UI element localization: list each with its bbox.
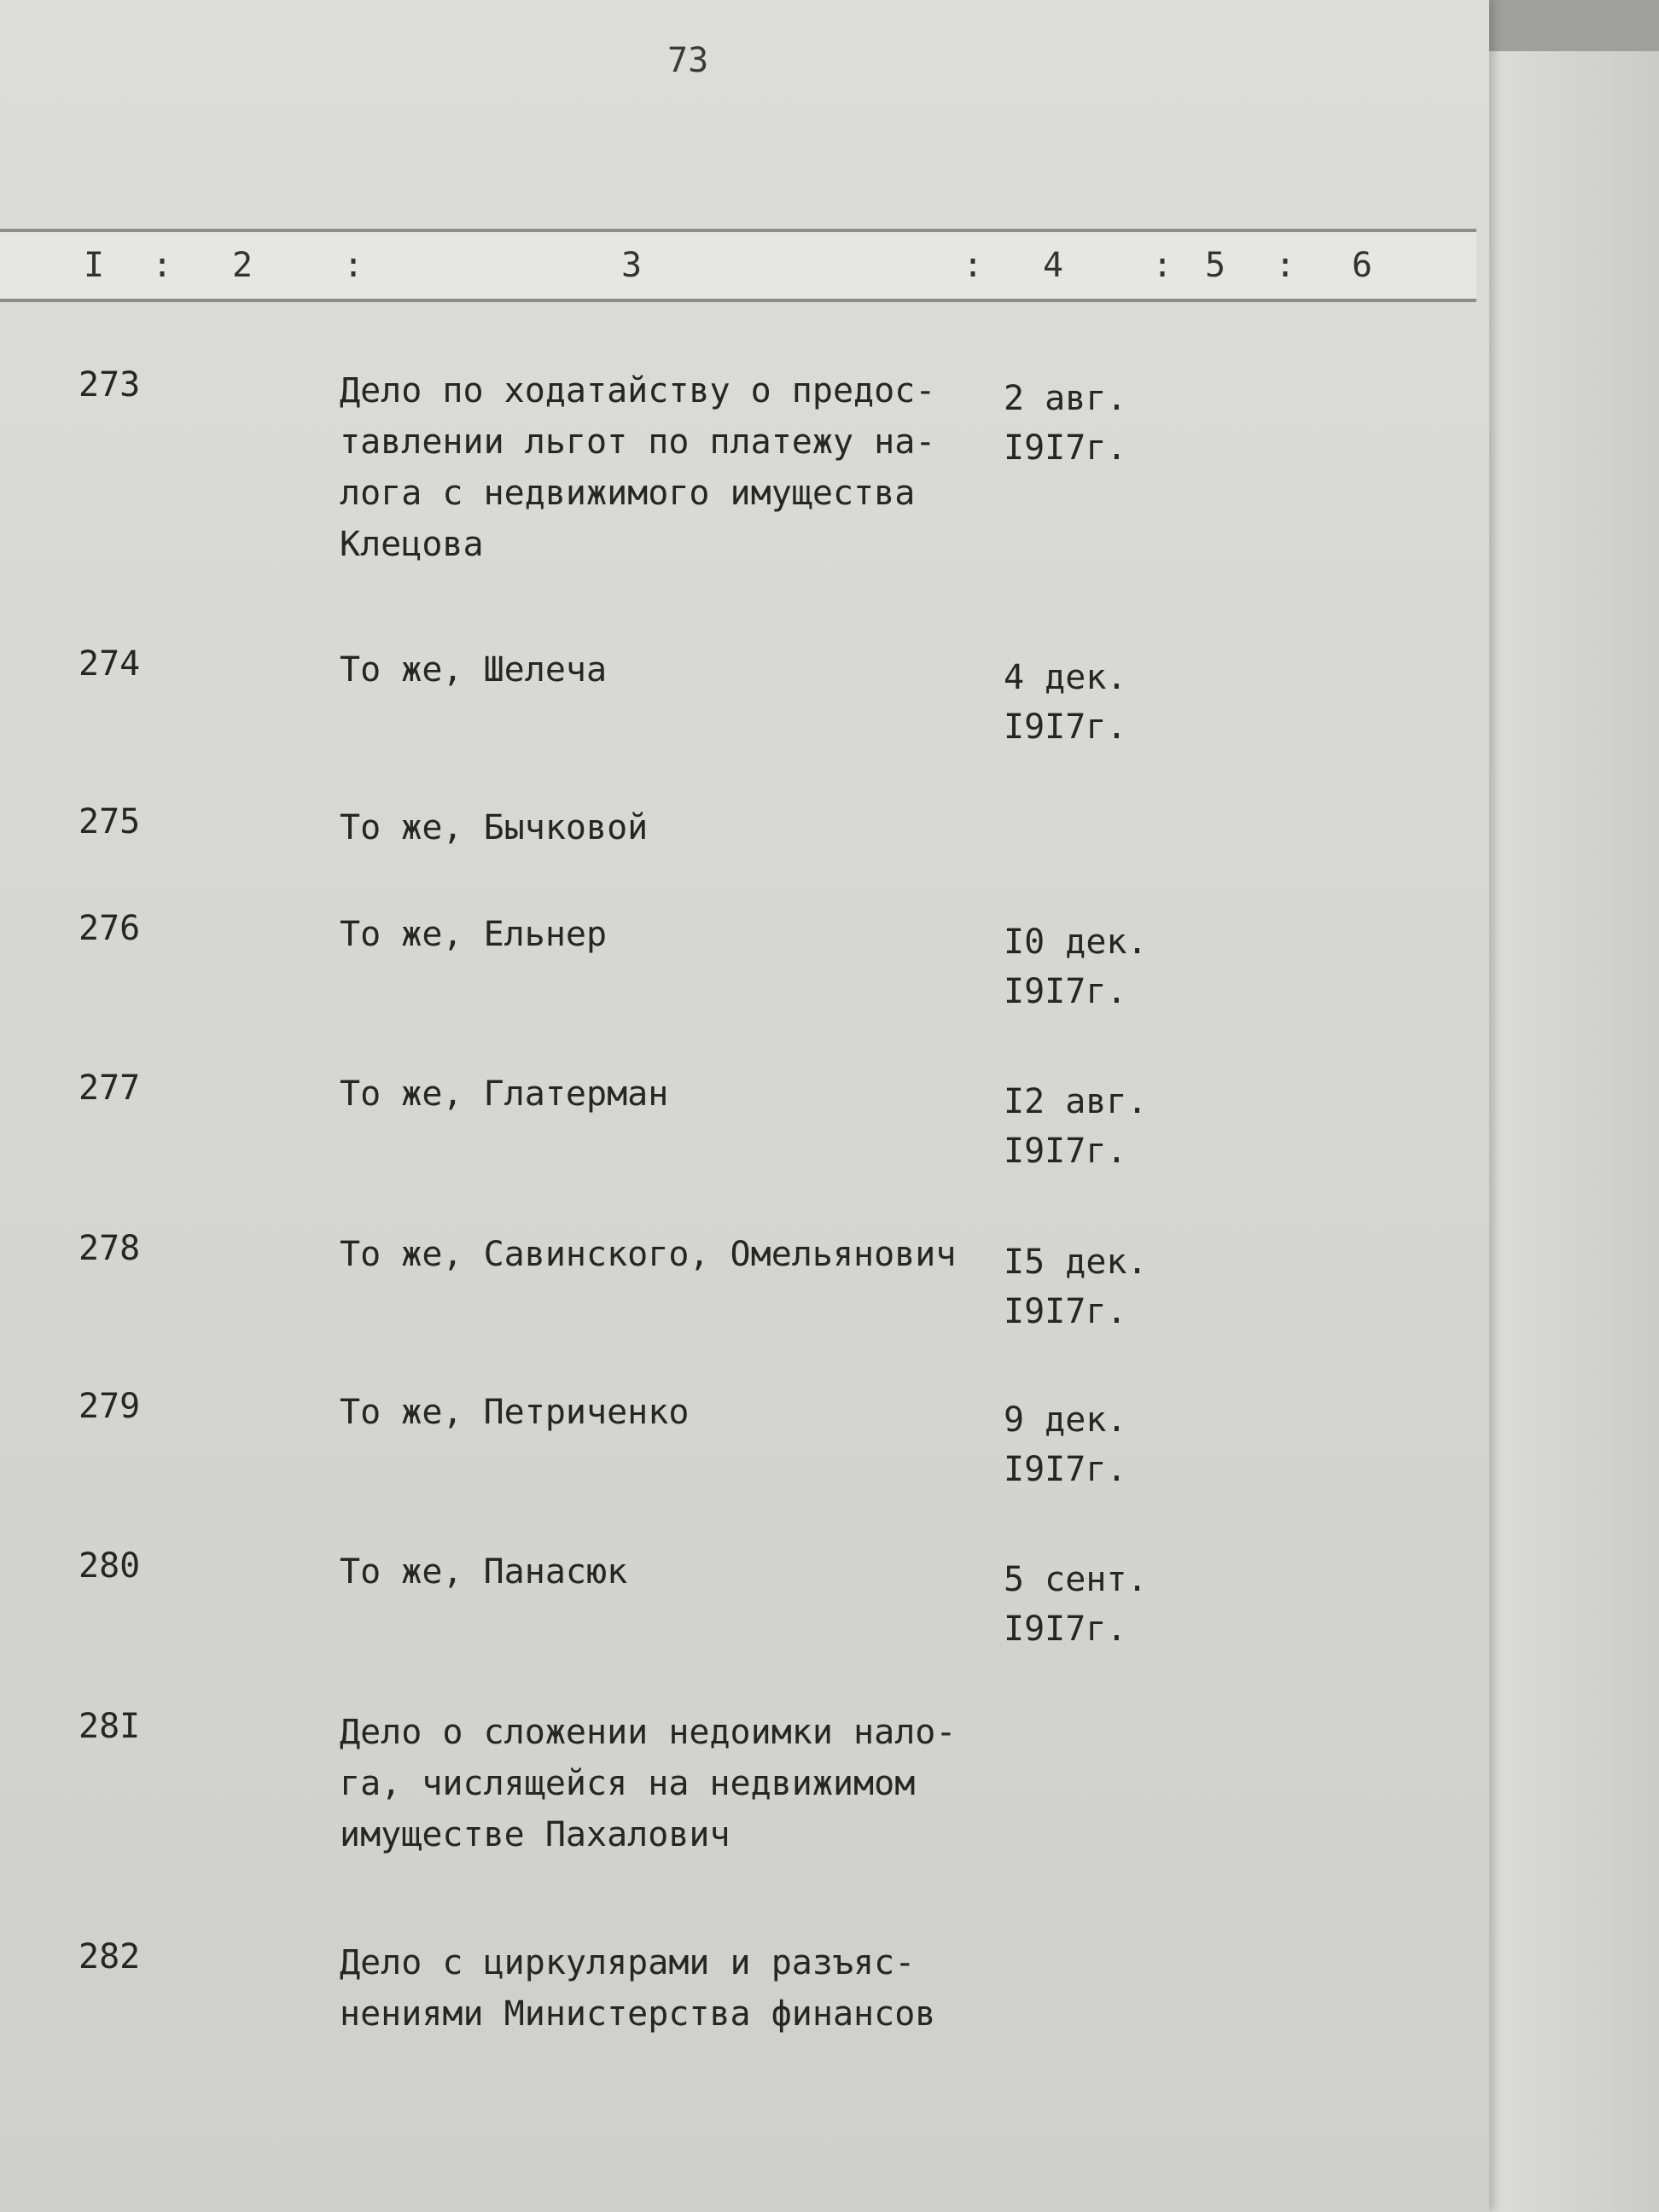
date-line: 4 дек. bbox=[1004, 658, 1127, 697]
description-line: То же, Глатерман bbox=[340, 1074, 669, 1114]
item-date bbox=[1004, 1555, 1148, 1654]
description-line: тавлении льгот по платежу на- bbox=[340, 422, 936, 462]
date-line: I9I7г. bbox=[1004, 1610, 1127, 1649]
item-number: 276 bbox=[79, 909, 141, 948]
item-description bbox=[340, 1546, 1005, 1598]
item-description bbox=[340, 1229, 1005, 1280]
item-date bbox=[1004, 1077, 1148, 1176]
item-description bbox=[340, 1937, 1005, 2040]
description-line: То же, Савинского, Омельянович bbox=[340, 1235, 957, 1274]
date-line: I9I7г. bbox=[1004, 1292, 1127, 1331]
description-line: То же, Петриченко bbox=[340, 1393, 690, 1432]
description-line: То же, Шелеча bbox=[340, 650, 608, 690]
column-header-4: 4 bbox=[1043, 246, 1064, 285]
column-header-3: 3 bbox=[621, 246, 643, 285]
column-separator: : bbox=[152, 246, 173, 285]
column-header-5: 5 bbox=[1205, 246, 1226, 285]
item-description bbox=[340, 365, 1005, 570]
description-line: То же, Панасюк bbox=[340, 1552, 628, 1592]
column-separator: : bbox=[963, 246, 984, 285]
description-line: То же, Бычковой bbox=[340, 808, 649, 847]
page-number: 73 bbox=[667, 41, 709, 80]
item-date bbox=[1004, 1395, 1127, 1494]
description-line: Клецова bbox=[340, 525, 484, 564]
item-date bbox=[1004, 1237, 1148, 1336]
item-number: 282 bbox=[79, 1937, 141, 1976]
date-line: I9I7г. bbox=[1004, 1450, 1127, 1489]
item-description bbox=[340, 1707, 1005, 1860]
item-number: 275 bbox=[79, 802, 141, 841]
column-header-2: 2 bbox=[232, 246, 253, 285]
item-description bbox=[340, 802, 1005, 853]
column-header-1: I bbox=[84, 246, 105, 285]
item-number: 277 bbox=[79, 1068, 141, 1108]
description-line: имуществе Пахалович bbox=[340, 1815, 731, 1854]
date-line: I9I7г. bbox=[1004, 1132, 1127, 1171]
item-number: 279 bbox=[79, 1387, 141, 1426]
item-date bbox=[1004, 374, 1127, 473]
date-line: I0 дек. bbox=[1004, 923, 1148, 962]
date-line: I5 дек. bbox=[1004, 1243, 1148, 1282]
item-description bbox=[340, 909, 1005, 960]
description-line: Дело о сложении недоимки нало- bbox=[340, 1713, 957, 1752]
item-description bbox=[340, 644, 1005, 696]
date-line: I9I7г. bbox=[1004, 972, 1127, 1011]
description-line: Дело по ходатайству о предос- bbox=[340, 371, 936, 410]
item-number: 278 bbox=[79, 1229, 141, 1268]
description-line: То же, Ельнер bbox=[340, 915, 608, 954]
description-line: Дело с циркулярами и разъяс- bbox=[340, 1943, 916, 1982]
date-line: 5 сент. bbox=[1004, 1560, 1148, 1599]
column-header-6: 6 bbox=[1352, 246, 1373, 285]
item-number: 280 bbox=[79, 1546, 141, 1586]
column-separator: : bbox=[343, 246, 364, 285]
description-line: нениями Министерства финансов bbox=[340, 1994, 936, 2034]
column-separator: : bbox=[1275, 246, 1296, 285]
description-line: га, числящейся на недвижимом bbox=[340, 1764, 916, 1803]
date-line: I2 авг. bbox=[1004, 1082, 1148, 1121]
item-date bbox=[1004, 653, 1127, 752]
date-line: I9I7г. bbox=[1004, 707, 1127, 747]
item-number: 28I bbox=[79, 1707, 141, 1746]
item-date bbox=[1004, 917, 1148, 1016]
item-number: 273 bbox=[79, 365, 141, 405]
date-line: I9I7г. bbox=[1004, 428, 1127, 468]
item-description bbox=[340, 1387, 1005, 1438]
date-line: 9 дек. bbox=[1004, 1400, 1127, 1440]
column-separator: : bbox=[1152, 246, 1173, 285]
description-line: лога с недвижимого имущества bbox=[340, 474, 916, 513]
item-number: 274 bbox=[79, 644, 141, 684]
item-description bbox=[340, 1068, 1005, 1120]
date-line: 2 авг. bbox=[1004, 379, 1127, 418]
